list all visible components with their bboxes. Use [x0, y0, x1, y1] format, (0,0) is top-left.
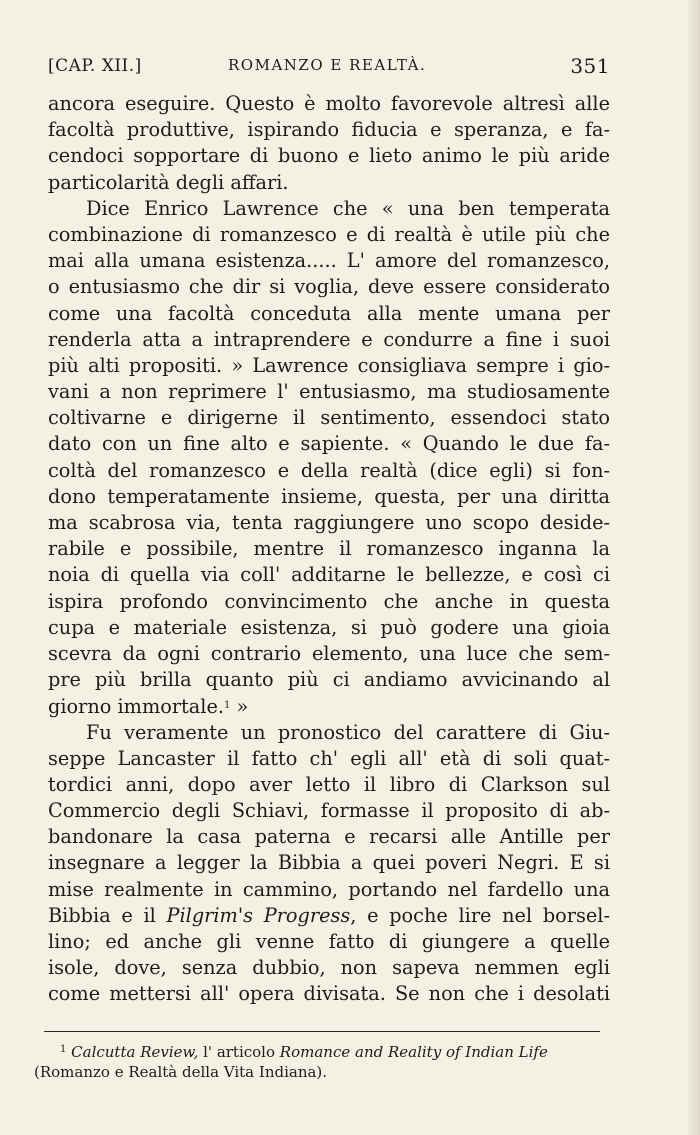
closing-quote: »: [230, 695, 249, 719]
text-line: noia di quella via coll' additarne le bellezze, e così ci: [48, 563, 610, 587]
text-line: insegnare a legger la Bibbia a quei poveri Negri. E si: [48, 851, 610, 875]
text-line: mai alla umana esistenza..... L' amore del romanzesco,: [48, 249, 610, 273]
book-title: Pilgrim's Progress: [166, 903, 351, 927]
text-line: isole, dove, senza dubbio, non sapeva nemmen egli: [48, 956, 610, 980]
text-line: vani a non reprimere l' entusiasmo, ma studiosamente: [48, 380, 610, 404]
text-line: combinazione di romanzesco e di realtà è utile più che: [48, 222, 610, 246]
text-line: coltà del romanzesco e della realtà (dice egli) si fon-: [48, 458, 610, 482]
text-line: ma scabrosa via, tenta raggiungere uno scopo deside-: [48, 511, 610, 534]
text-line: più alti propositi. » Lawrence consigliava sempre i gio-: [48, 353, 610, 377]
text-line: facoltà produttive, ispirando fiducia e speranza, e fa-: [48, 118, 610, 142]
page-header: [48, 56, 610, 82]
page-number: 351: [570, 54, 610, 78]
text-line: come mettersi all' opera divisata. Se non che i desolati: [48, 982, 610, 1006]
footnote-mark: 1: [60, 1044, 67, 1055]
text-line: tordici anni, dopo aver letto il libro di Clarkson sul: [48, 772, 610, 796]
text-line: seppe Lancaster il fatto ch' egli all' età di soli quat-: [48, 746, 610, 770]
text-fragment: Bibbia e il: [48, 903, 167, 927]
footnote-article-title: Romance and Reality of Indian Life: [279, 1043, 548, 1061]
text-line: particolarità degli affari.: [48, 170, 289, 194]
text-line: pre più brilla quanto più ci andiamo avvicinando al: [48, 668, 610, 692]
text-line: lino; ed anche gli venne fatto di giungere a quelle: [48, 930, 610, 953]
text-line: coltivarne e dirigerne il sentimento, essendoci stato: [48, 406, 610, 430]
running-title: ROMANZO E REALTÀ.: [228, 56, 427, 74]
text-line: come una facoltà conceduta alla mente umana per: [48, 301, 610, 325]
text-line: dato con un fine alto e sapiente. « Quando le due fa-: [48, 432, 610, 456]
text-line: bandonare la casa paterna e recarsi alle Antille per: [48, 825, 610, 849]
text-line: dono temperatamente insieme, questa, per una diritta: [48, 484, 610, 508]
footnote-line: (Romanzo e Realtà della Vita Indiana).: [34, 1063, 328, 1081]
text-fragment: , e poche lire nel borsel-: [350, 903, 610, 927]
footnote-source: Calcutta Review,: [71, 1043, 199, 1061]
text-line: cendoci sopportare di buono e lieto animo le più aride: [48, 144, 610, 168]
chapter-label: [CAP. XII.]: [48, 56, 142, 76]
text-fragment: giorno immortale.: [48, 695, 224, 719]
footnote-line: [34, 1040, 614, 1062]
text-line: ispira profondo convincimento che anche in questa: [48, 589, 610, 613]
page-edge-shadow: [686, 0, 700, 1135]
footnote: [34, 1040, 614, 1082]
text-line-with-title: [48, 903, 610, 929]
text-line: renderla atta a intraprendere e condurre a fine i suoi: [48, 327, 610, 351]
text-line: rabile e possibile, mentre il romanzesco inganna la: [48, 537, 610, 561]
text-line: Commercio degli Schiavi, formasse il proposito di ab-: [48, 799, 610, 823]
text-line: Dice Enrico Lawrence che « una ben temperata: [86, 196, 610, 220]
text-line: mise realmente in cammino, portando nel fardello una: [48, 877, 610, 901]
text-line-with-footnote-ref: [48, 693, 610, 719]
footnote-rule: [44, 1031, 600, 1032]
text-line: cupa e materiale esistenza, si può godere una gioia: [48, 615, 610, 639]
footnote-text: l' articolo: [198, 1043, 280, 1061]
body-text: [48, 91, 610, 1008]
text-line: Fu veramente un pronostico del carattere di Giu-: [86, 720, 610, 744]
text-line: o entusiasmo che dir si voglia, deve essere considerato: [48, 275, 610, 299]
text-line: scevra da ogni contrario elemento, una luce che sem-: [48, 641, 610, 665]
footnote-reference: 1: [224, 700, 231, 712]
text-line: ancora eseguire. Questo è molto favorevole altresì alle: [48, 92, 610, 115]
